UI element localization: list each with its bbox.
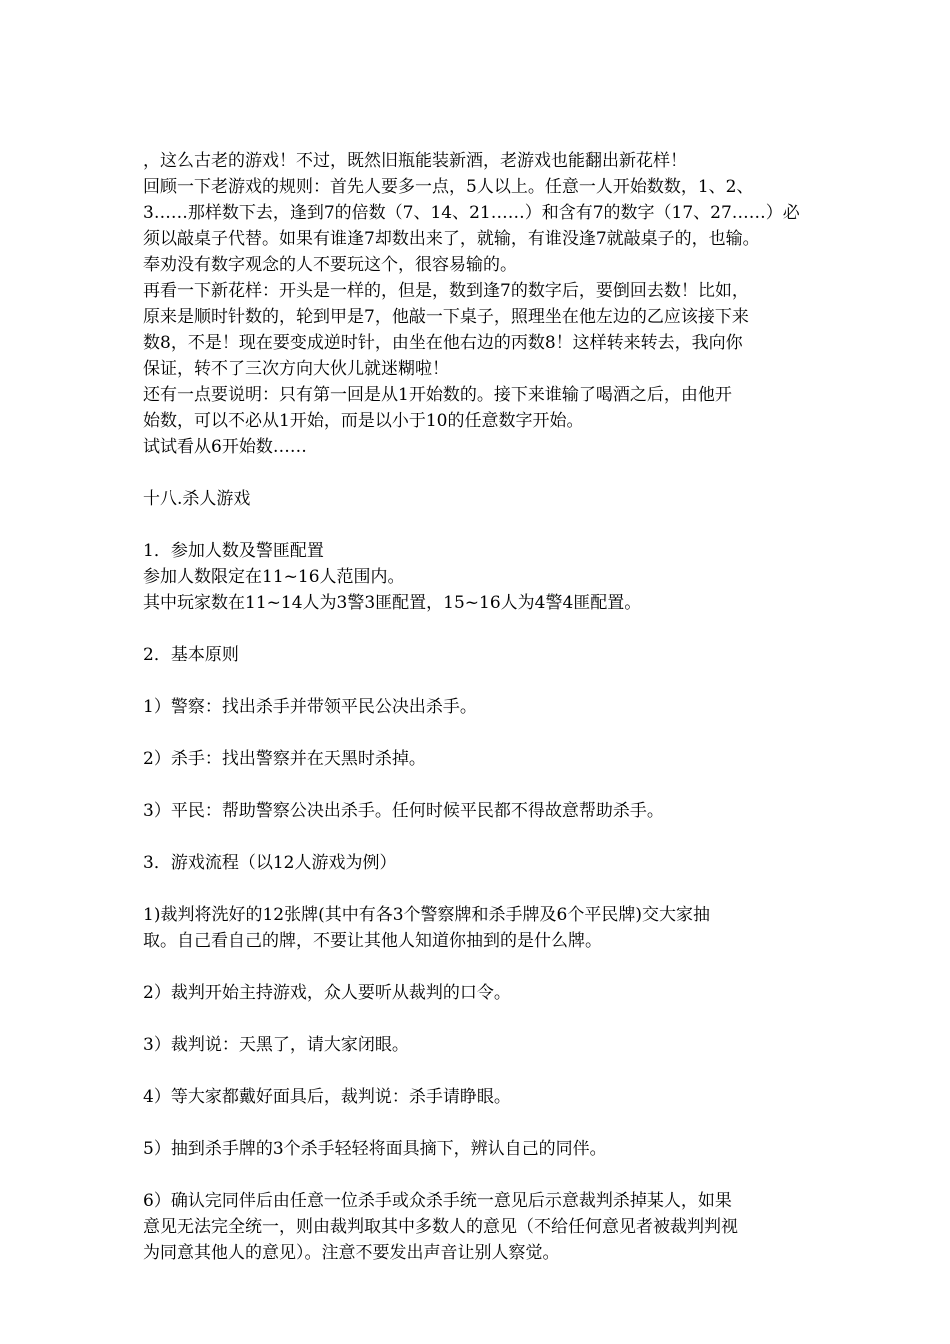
blank-line bbox=[143, 460, 823, 486]
text-line: 原来是顺时针数的，轮到甲是7，他敲一下桌子，照理坐在他左边的乙应该接下来 bbox=[143, 307, 749, 327]
text-line: 奉劝没有数字观念的人不要玩这个，很容易输的。 bbox=[143, 255, 517, 275]
text-line: 数8，不是！现在要变成逆时针，由坐在他右边的丙数8！这样转来转去，我向你 bbox=[143, 333, 743, 353]
blank-line bbox=[143, 720, 823, 746]
blank-line bbox=[143, 772, 823, 798]
blank-line bbox=[143, 616, 823, 642]
list-item: 2）杀手：找出警察并在天黑时杀掉。 bbox=[143, 749, 426, 769]
blank-line bbox=[143, 1058, 823, 1084]
blank-line bbox=[143, 1162, 823, 1188]
subsection-heading: 3．游戏流程（以12人游戏为例） bbox=[143, 853, 397, 873]
text-line: 3……那样数下去，逢到7的倍数（7、14、21……）和含有7的数字（17、27……）必 bbox=[143, 203, 800, 223]
subsection-heading: 2．基本原则 bbox=[143, 645, 239, 665]
blank-line bbox=[143, 954, 823, 980]
blank-line bbox=[143, 824, 823, 850]
list-item: 4）等大家都戴好面具后，裁判说：杀手请睁眼。 bbox=[143, 1087, 511, 1107]
blank-line bbox=[143, 512, 823, 538]
blank-line bbox=[143, 1006, 823, 1032]
text-line: 保证，转不了三次方向大伙儿就迷糊啦！ bbox=[143, 359, 449, 379]
text-line: 再看一下新花样：开头是一样的，但是，数到逢7的数字后，要倒回去数！比如， bbox=[143, 281, 749, 301]
text-line: 其中玩家数在11~14人为3警3匪配置，15~16人为4警4匪配置。 bbox=[143, 593, 642, 613]
list-item: 5）抽到杀手牌的3个杀手轻轻将面具摘下，辨认自己的同伴。 bbox=[143, 1139, 607, 1159]
list-item: 1）警察：找出杀手并带领平民公决出杀手。 bbox=[143, 697, 477, 717]
section-heading: 十八.杀人游戏 bbox=[143, 489, 251, 509]
subsection-heading: 1．参加人数及警匪配置 bbox=[143, 541, 324, 561]
list-item: 3）平民：帮助警察公决出杀手。任何时候平民都不得故意帮助杀手。 bbox=[143, 801, 664, 821]
blank-line bbox=[143, 668, 823, 694]
blank-line bbox=[143, 876, 823, 902]
text-line: 回顾一下老游戏的规则：首先人要多一点，5人以上。任意一人开始数数，1、2、 bbox=[143, 177, 754, 197]
text-line: 为同意其他人的意见）。注意不要发出声音让别人察觉。 bbox=[143, 1243, 560, 1263]
text-line: 意见无法完全统一，则由裁判取其中多数人的意见（不给任何意见者被裁判判视 bbox=[143, 1217, 738, 1237]
text-line: 取。自己看自己的牌，不要让其他人知道你抽到的是什么牌。 bbox=[143, 931, 602, 951]
list-item: 1)裁判将洗好的12张牌(其中有各3个警察牌和杀手牌及6个平民牌)交大家抽 bbox=[143, 905, 710, 925]
text-line: 还有一点要说明：只有第一回是从1开始数的。接下来谁输了喝酒之后，由他开 bbox=[143, 385, 732, 405]
text-line: 始数，可以不必从1开始，而是以小于10的任意数字开始。 bbox=[143, 411, 584, 431]
text-line: 须以敲桌子代替。如果有谁逢7却数出来了，就输，有谁没逢7就敲桌子的，也输。 bbox=[143, 229, 760, 249]
text-line: ，这么古老的游戏！不过，既然旧瓶能装新酒，老游戏也能翻出新花样！ bbox=[143, 151, 687, 171]
list-item: 3）裁判说：天黑了，请大家闭眼。 bbox=[143, 1035, 409, 1055]
text-line: 试试看从6开始数…… bbox=[143, 437, 307, 457]
document-body bbox=[143, 148, 823, 1266]
list-item: 6）确认完同伴后由任意一位杀手或众杀手统一意见后示意裁判杀掉某人，如果 bbox=[143, 1191, 732, 1211]
blank-line bbox=[143, 1110, 823, 1136]
text-line: 参加人数限定在11~16人范围内。 bbox=[143, 567, 405, 587]
list-item: 2）裁判开始主持游戏，众人要听从裁判的口令。 bbox=[143, 983, 511, 1003]
